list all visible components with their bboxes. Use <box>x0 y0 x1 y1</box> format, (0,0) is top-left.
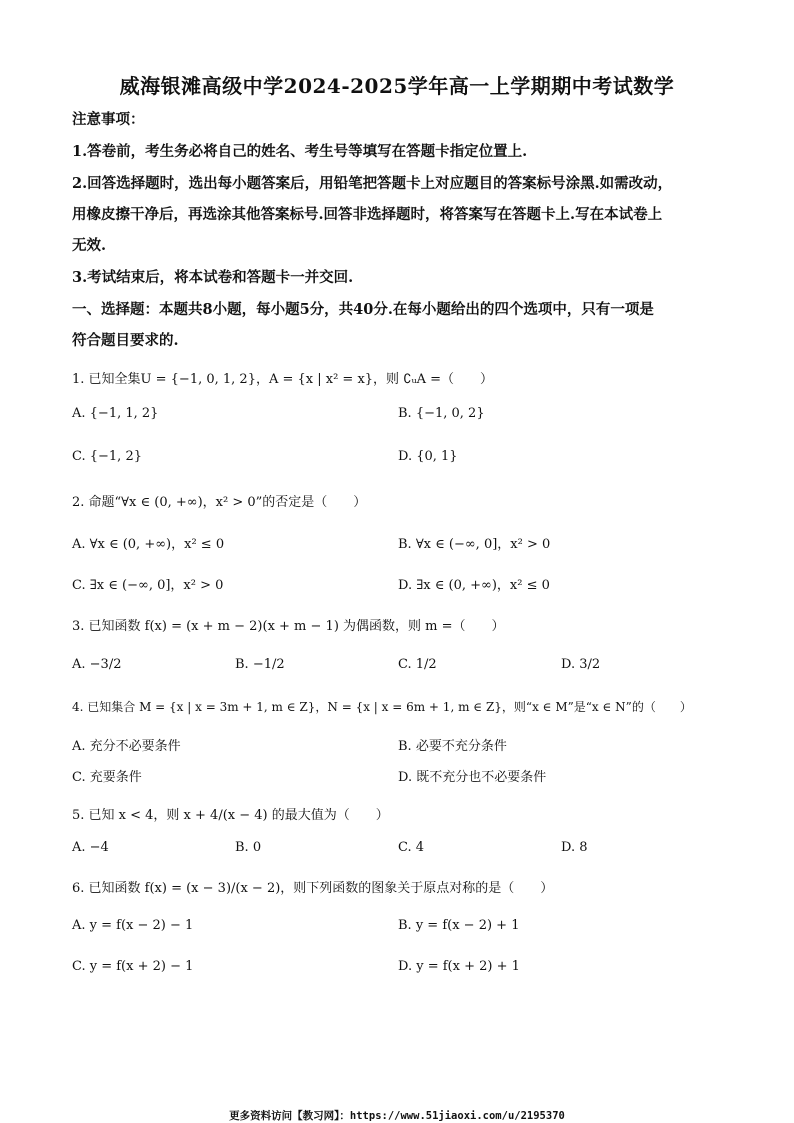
question-3-option-d: D. 3/2 <box>561 657 601 672</box>
question-4-stem: 4. 已知集合 M = {x | x = 3m + 1, m ∈ Z}，N = {x | x = 6m + 1, m ∈ Z}，则“x ∈ M”是“x ∈ N”的（ ） <box>72 700 692 714</box>
question-5-option-a: A. −4 <box>72 840 109 855</box>
notice-item-2-line-3: 无效. <box>72 237 107 254</box>
question-4-option-b: B. 必要不充分条件 <box>398 739 507 754</box>
question-5-stem: 5. 已知 x < 4，则 x + 4/(x − 4) 的最大值为（ ） <box>72 808 389 823</box>
section-1-line-1: 一、选择题：本题共8小题，每小题5分，共40分.在每小题给出的四个选项中，只有一项是 <box>72 301 654 318</box>
question-6-option-a: A. y = f(x − 2) − 1 <box>72 918 194 933</box>
notice-item-2-line-1: 2.回答选择题时，选出每小题答案后，用铅笔把答题卡上对应题目的答案标号涂黑.如需改动， <box>72 175 673 192</box>
notice-item-2-line-2: 用橡皮擦干净后，再选涂其他答案标号.回答非选择题时，将答案写在答题卡上.写在本试卷上 <box>72 206 663 223</box>
question-2-option-c: C. ∃x ∈ (−∞, 0]，x² > 0 <box>72 578 224 593</box>
footer-link-text[interactable]: 更多资料访问【教习网】：https://www.51jiaoxi.com/u/2195370 <box>229 1110 565 1122</box>
question-6-option-b: B. y = f(x − 2) + 1 <box>398 918 520 933</box>
question-4-option-d: D. 既不充分也不必要条件 <box>398 770 547 785</box>
question-4-option-c: C. 充要条件 <box>72 770 142 785</box>
question-5-option-b: B. 0 <box>235 840 262 855</box>
question-1-option-a: A. {−1, 1, 2} <box>72 406 159 421</box>
question-3-option-b: B. −1/2 <box>235 657 285 672</box>
notice-heading: 注意事项： <box>72 111 145 128</box>
question-4-option-a: A. 充分不必要条件 <box>72 739 181 754</box>
question-2-option-d: D. ∃x ∈ (0, +∞)，x² ≤ 0 <box>398 578 550 593</box>
question-6-option-d: D. y = f(x + 2) + 1 <box>398 959 520 974</box>
question-3-option-c: C. 1/2 <box>398 657 437 672</box>
question-2-option-a: A. ∀x ∈ (0, +∞)，x² ≤ 0 <box>72 537 225 552</box>
question-1-option-c: C. {−1, 2} <box>72 449 142 464</box>
question-2-stem: 2. 命题“∀x ∈ (0, +∞)，x² > 0”的否定是（ ） <box>72 495 367 510</box>
question-5-option-d: D. 8 <box>561 840 588 855</box>
notice-item-1: 1.答卷前，考生务必将自己的姓名、考生号等填写在答题卡指定位置上. <box>72 143 528 160</box>
question-3-option-a: A. −3/2 <box>72 657 122 672</box>
question-1-option-d: D. {0, 1} <box>398 449 458 464</box>
question-1-stem: 1. 已知全集U = {−1, 0, 1, 2}，A = {x | x² = x}，则 ∁ᵤA =（ ） <box>72 372 494 387</box>
question-1-option-b: B. {−1, 0, 2} <box>398 406 485 421</box>
question-2-option-b: B. ∀x ∈ (−∞, 0]，x² > 0 <box>398 537 551 552</box>
section-1-line-2: 符合题目要求的. <box>72 332 179 349</box>
question-6-stem: 6. 已知函数 f(x) = (x − 3)/(x − 2)，则下列函数的图象关于原点对称的是（ ） <box>72 881 554 896</box>
notice-item-3: 3.考试结束后，将本试卷和答题卡一并交回. <box>72 269 354 286</box>
page-title: 威海银滩高级中学2024-2025学年高一上学期期中考试数学 <box>119 74 675 98</box>
question-3-stem: 3. 已知函数 f(x) = (x + m − 2)(x + m − 1) 为偶函数，则 m =（ ） <box>72 619 505 634</box>
question-5-option-c: C. 4 <box>398 840 425 855</box>
question-6-option-c: C. y = f(x + 2) − 1 <box>72 959 194 974</box>
